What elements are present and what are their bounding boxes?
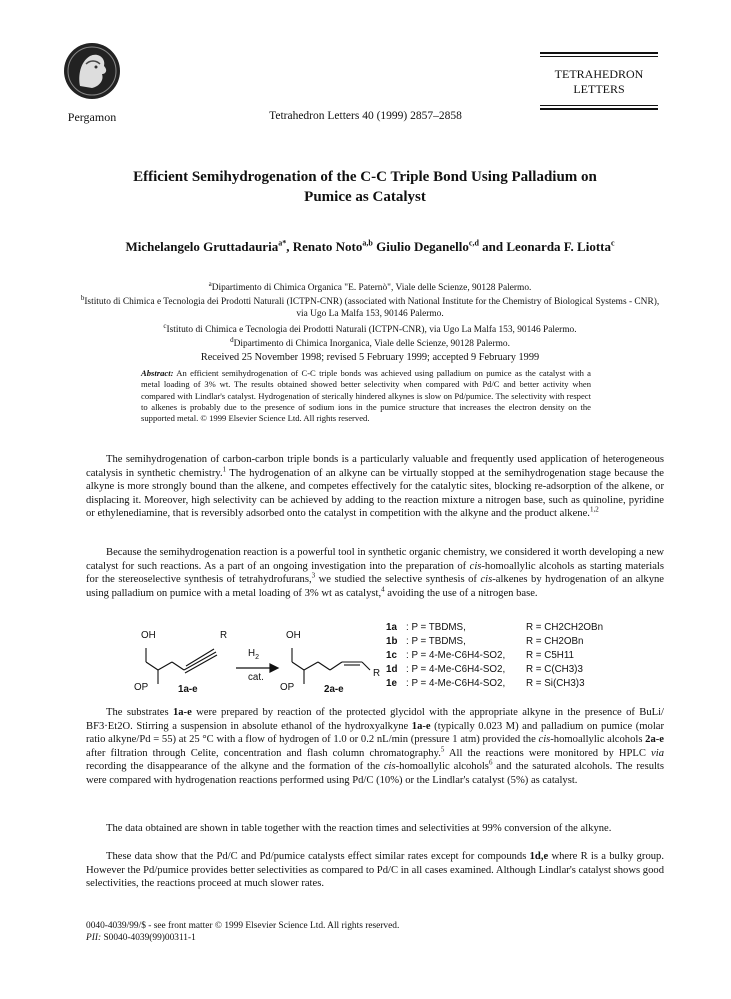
journal-citation: Tetrahedron Letters 40 (1999) 2857–2858 [269, 110, 462, 122]
bottom-rule [540, 108, 658, 110]
bottom-rule-thin [540, 105, 658, 106]
reagent-label: $H_2$ [248, 648, 259, 661]
paper-title: Efficient Semihydrogenation of the C-C Triple Bond Using Palladium on Pumice as Catalyst [133, 169, 597, 205]
abstract-label: Abstract: [141, 368, 174, 378]
author: Renato Noto$^{a,b}$ [292, 239, 373, 255]
oh-label: OH [286, 630, 301, 641]
author-list [70, 239, 670, 255]
publisher-logo [62, 40, 122, 102]
substituent-row: 1a : P = TBDMS, R = CH2CH2OBn [386, 622, 604, 633]
substituent-table [386, 622, 664, 692]
r-label: R [373, 668, 381, 679]
paragraph-3: The substrates 1a-e were prepared by reaction of the protected glycidol with the appropriate alkyne in the presence of BuLi/ BF3·Et2O. Stirring a suspension in absolute ethanol of the hydroxyalkyne 1a-e (typically 0.023 M) and palladium on pumice (molar ratio alkyne/Pd = 55) at 25 °C with a flow of hydrogen of 1.0 or 0.2 nL/min (pressure 1 atm) provided the cis-homoallylic alcohols 2a-e after filtration through Celite, concentration and flash column chromatography.$^5$ All the reactions were monitored by HPLC via recording the disappearance of the alkyne and the formation of the cis-homoallylic alcohols$^6$ and the saturated alcohols. The results were compared with hydrogenation reactions performed using Pd/C (10%) or the Lindlar's catalyst (5%) as catalyst. [86, 707, 664, 786]
r-label: R [220, 630, 228, 641]
abstract-text: An efficient semihydrogenation of C-C triple bonds was achieved using palladium on pumice as the catalyst with a metal loading of 3% wt. The results obtained showed better selectivity when compared with Pd/C and better activity when compared with Lindlar's catalyst. Hydrogenation of sterically hindered alkynes is slow on Pd/pumice. The selectivity with respect to alkenes is probably due to the presence of sodium ions in the pumice structure that increases the electron density on the supported metal. © 1999 Elsevier Science Ltd. All rights reserved. [141, 368, 591, 424]
paragraph-5: These data show that the Pd/C and Pd/pumice catalysts effect similar rates except for compounds 1d,e where R is a bulky group. However the Pd/pumice provides better selectivities as compared to Pd/C in all cases examined. Although Lindlar's catalyst shows good selectivities, the reactions proceed at much slower rates. [86, 851, 664, 890]
affiliation-a: $^a$Dipartimento di Chimica Organica "E. Paternò", Viale delle Scienze, 90128 Palermo. [208, 280, 532, 294]
substituent-row: 1e : P = 4-Me-C6H4-SO2, R = Si(CH3)3 [386, 678, 585, 689]
author: Giulio Deganello$^{c,d}$ and [376, 239, 507, 255]
substituent-row: 1d : P = 4-Me-C6H4-SO2, R = C(CH3)3 [386, 664, 583, 675]
copyright-line: 0040-4039/99/$ - see front matter © 1999 Elsevier Science Ltd. All rights reserved. [86, 921, 400, 931]
top-rule-thin [540, 56, 658, 57]
affiliation-d: $^d$Dipartimento di Chimica Inorganica, Viale delle Scienze, 90128 Palermo. [230, 336, 510, 350]
author: Michelangelo Gruttadauria$^{a*}$, [125, 239, 293, 255]
abstract [141, 368, 591, 424]
journal-name-box [540, 52, 658, 110]
oh-label: OH [141, 630, 156, 641]
reaction-scheme [86, 622, 664, 694]
affiliation-b: $^b$Istituto di Chimica e Tecnologia dei Prodotti Naturali (ICTPN-CNR) (associated with National Institute for the Chemistry of Biological Systems - CNR), via Ugo La Malfa 153, 90146 Palermo. [80, 294, 660, 320]
catalyst-label: cat. [248, 672, 264, 683]
compound-label: 2a-e [324, 684, 344, 695]
op-label: OP [280, 682, 295, 693]
pii-line: PII: S0040-4039(99)00311-1 [86, 933, 196, 943]
publisher-name: Pergamon [67, 110, 117, 124]
top-rule [540, 52, 658, 54]
paragraph-2: Because the semihydrogenation reaction is a powerful tool in synthetic organic chemistry, we considered it worth developing a new catalyst for such reactions. As a part of an ongoing investigation into the preparation of cis-homoallylic alcohols as starting materials for the stereoselective synthesis of tetrahydrofurans,$^3$ we studied the selective synthesis of cis-alkenes by hydrogenation of an alkyne using palladium on pumice with a metal loading of 3% wt as catalyst,$^4$ avoiding the use of a nitrogen base. [86, 547, 665, 599]
footer [86, 920, 586, 944]
received-dates: Received 25 November 1998; revised 5 February 1999; accepted 9 February 1999 [200, 352, 540, 363]
op-label: OP [134, 682, 149, 693]
substituent-row: 1c : P = 4-Me-C6H4-SO2, R = C5H11 [386, 650, 575, 661]
journal-name: TETRAHEDRON LETTERS [554, 67, 644, 96]
paragraph-4: The data obtained are shown in table together with the reaction times and selectivities at 99% conversion of the alkyne. [106, 823, 612, 834]
compound-label: 1a-e [178, 684, 198, 695]
paragraph-1: The semihydrogenation of carbon-carbon triple bonds is a particularly valuable and frequently used application of heterogeneous catalysis in synthetic chemistry.$^1$ The hydrogenation of an alkyne can be virtually stopped at the semihydrogenation stage because the alkyne is more strongly bound than the alkene, and competes effectively for the catalytic sites, blocking re-adsorption of the alkene, or displacing it. Moreover, high selectivity can be achieved by adding to the reaction mixture a nitrogen base, such as quinoline, pyridine or ethylenediamine, that is reversibly adsorbed onto the catalyst in competition with the alkyne and the product alkene.$^{1,2}$ [86, 454, 664, 520]
author: Leonarda F. Liotta$^c$ [506, 239, 615, 255]
affiliation-c: $^c$Istituto di Chimica e Tecnologia dei Prodotti Naturali (ICTPN-CNR), via Ugo La Malfa 153, 90146 Palermo. [163, 322, 577, 336]
substituent-row: 1b : P = TBDMS, R = CH2OBn [386, 636, 584, 647]
